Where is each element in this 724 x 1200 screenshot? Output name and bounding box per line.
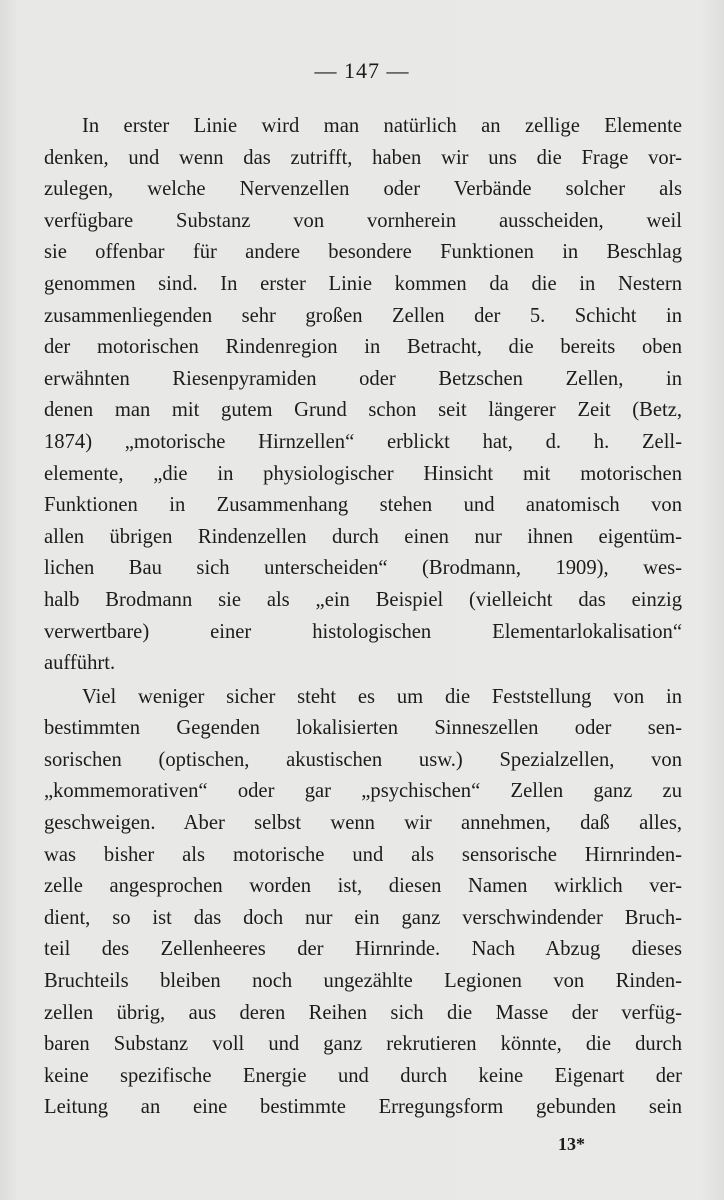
text-line: zellen übrig, aus deren Reihen sich die Masse der verfüg-: [44, 1001, 682, 1024]
text-line: zelle angesprochen worden ist, diesen Namen wirklich ver-: [44, 875, 682, 898]
text-line: denken, und wenn das zutrifft, haben wir uns die Frage vor-: [44, 146, 682, 169]
text-line: genommen sind. In erster Linie kommen da die in Nestern: [44, 272, 682, 295]
text-line: elemente, „die in physiologischer Hinsicht mit motorischen: [44, 462, 682, 485]
text-line: sorischen (optischen, akustischen usw.) Spezialzellen, von: [44, 748, 682, 771]
text-line: halb Brodmann sie als „ein Beispiel (vielleicht das einzig: [44, 588, 682, 611]
text-line: Bruchteils bleiben noch ungezählte Legionen von Rinden-: [44, 970, 682, 993]
text-line: lichen Bau sich unterscheiden“ (Brodmann, 1909), wes-: [44, 557, 682, 580]
text-line: bestimmten Gegenden lokalisierten Sinneszellen oder sen-: [44, 717, 682, 740]
text-line: Leitung an eine bestimmte Erregungsform gebunden sein: [44, 1096, 682, 1119]
text-line: In erster Linie wird man natürlich an zellige Elemente: [82, 115, 682, 137]
body-text: [44, 111, 682, 1124]
text-line: dient, so ist das doch nur ein ganz verschwindender Bruch-: [44, 906, 682, 929]
text-line: allen übrigen Rindenzellen durch einen nur ihnen eigentüm-: [44, 525, 682, 548]
text-line: verfügbare Substanz von vornherein ausscheiden, weil: [44, 209, 682, 232]
text-line: teil des Zellenheeres der Hirnrinde. Nach Abzug dieses: [44, 938, 682, 961]
text-line: 1874) „motorische Hirnzellen“ erblickt hat, d. h. Zell-: [44, 430, 682, 453]
text-line: „kommemorativen“ oder gar „psychischen“ Zellen ganz zu: [44, 780, 682, 803]
text-line: aufführt.: [44, 652, 116, 675]
paragraph-1: [44, 111, 682, 680]
page-number-header: — 147 —: [314, 58, 410, 83]
text-line: keine spezifische Energie und durch keine Eigenart der: [44, 1064, 682, 1087]
paragraph-2: [44, 682, 682, 1124]
text-line: erwähnten Riesenpyramiden oder Betzschen Zellen, in: [44, 367, 682, 390]
text-line: Funktionen in Zusammenhang stehen und anatomisch von: [44, 494, 682, 517]
signature-mark: 13*: [558, 1134, 585, 1154]
text-line: Viel weniger sicher steht es um die Feststellung von in: [82, 685, 682, 708]
text-line: verwertbare) einer histologischen Elementarlokalisation“: [44, 620, 682, 643]
text-line: zulegen, welche Nervenzellen oder Verbände solcher als: [44, 178, 682, 201]
text-line: zusammenliegenden sehr großen Zellen der 5. Schicht in: [44, 304, 682, 327]
text-line: sie offenbar für andere besondere Funktionen in Beschlag: [44, 241, 682, 264]
text-line: der motorischen Rindenregion in Betracht, die bereits oben: [44, 336, 682, 359]
text-line: was bisher als motorische und als sensorische Hirnrinden-: [44, 843, 682, 866]
text-line: baren Substanz voll und ganz rekrutieren könnte, die durch: [44, 1033, 682, 1056]
text-line: geschweigen. Aber selbst wenn wir annehmen, daß alles,: [44, 812, 682, 835]
text-line: denen man mit gutem Grund schon seit längerer Zeit (Betz,: [44, 399, 682, 422]
